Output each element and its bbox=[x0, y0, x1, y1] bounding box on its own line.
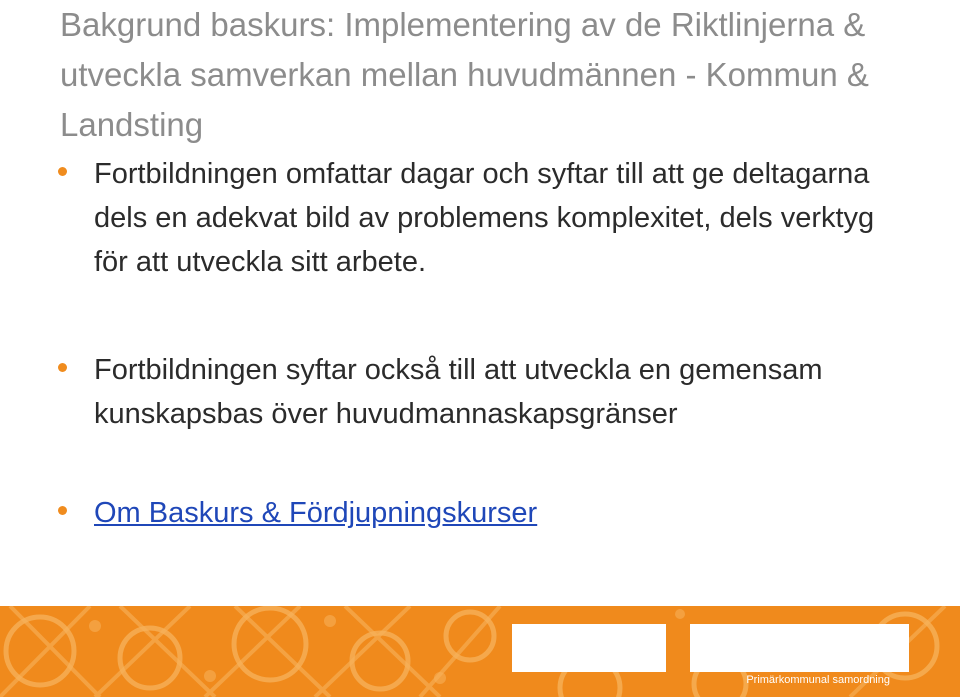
courses-link[interactable]: Om Baskurs & Fördjupningskurser bbox=[94, 497, 538, 529]
footer-caption: Primärkommunal samordning bbox=[746, 674, 890, 686]
footer-banner bbox=[0, 606, 960, 697]
bullet-dot-icon bbox=[58, 506, 67, 515]
bullet-item bbox=[94, 348, 914, 436]
logo-placeholder bbox=[512, 624, 666, 672]
bullet-dot-icon bbox=[58, 363, 67, 372]
bullet-item-link bbox=[94, 491, 914, 535]
bullet-dot-icon bbox=[58, 167, 67, 176]
bullet-text: Fortbildningen omfattar dagar och syftar till att ge deltagarna dels en adekvat bild av problemens komplexitet, dels verktyg för att utveckla sitt arbete. bbox=[94, 158, 875, 278]
bullet-item bbox=[94, 152, 914, 284]
logo-placeholder bbox=[690, 624, 909, 672]
slide-title: Bakgrund baskurs: Implementering av de Riktlinjerna & utveckla samverkan mellan huvudmännen - Kommun & Landsting bbox=[60, 6, 869, 143]
bullet-text: Fortbildningen syftar också till att utveckla en gemensam kunskapsbas över huvudmannaskapsgränser bbox=[94, 354, 823, 430]
